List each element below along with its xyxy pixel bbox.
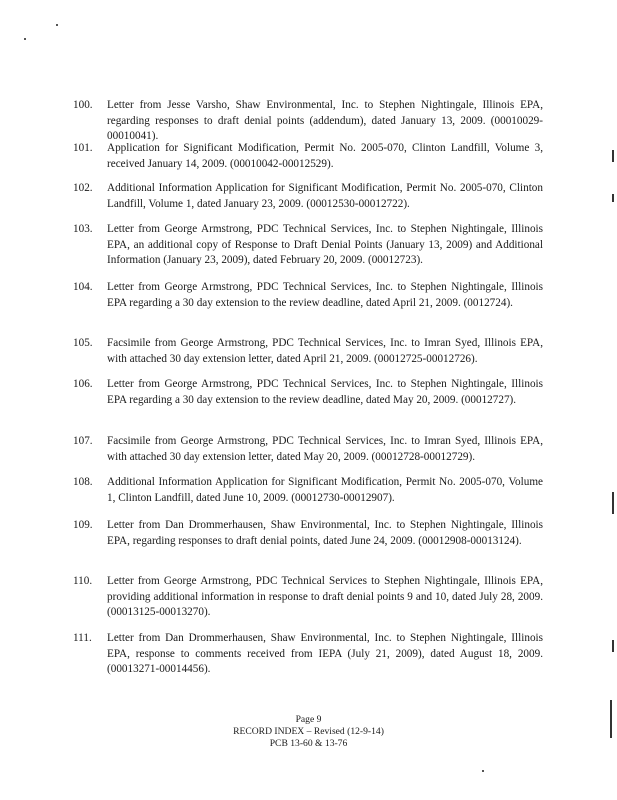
revision-bar: [612, 640, 614, 652]
entry-number: 110.: [73, 575, 93, 587]
entry-number: 106.: [73, 378, 93, 390]
entry-number: 104.: [73, 281, 93, 293]
entry-text: Additional Information Application for Significant Modification, Permit No. 2005-070, Volume 1, Clinton Landfill, dated June 10, 2009. (00012730-00012907).: [107, 476, 543, 504]
entry-number: 111.: [73, 632, 92, 644]
entry-number: 105.: [73, 337, 93, 349]
revision-bar: [610, 700, 612, 738]
entry-text: Letter from George Armstrong, PDC Technical Services to Stephen Nightingale, Illinois EPA, providing additional information in response to draft denial points 9 and 10, dated July 28, 2009. (00013125-00013270).: [107, 575, 543, 619]
entry-text: Additional Information Application for Significant Modification, Permit No. 2005-070, Clinton Landfill, Volume 1, dated January 23, 2009. (00012530-00012722).: [107, 182, 543, 210]
entry-text: Letter from George Armstrong, PDC Technical Services, Inc. to Stephen Nightingale, Illinois EPA, an additional copy of Response to Draft Denial Points (January 13, 2009) and Additional Information (January 23, 2009), dated February 20, 2009. (00012723).: [107, 223, 543, 267]
entry-text: Letter from Dan Drommerhausen, Shaw Environmental, Inc. to Stephen Nightingale, Illinois EPA, regarding responses to draft denial points, dated June 24, 2009. (00012908-00013124).: [107, 519, 543, 547]
entry-number: 103.: [73, 223, 93, 235]
revision-bar: [612, 150, 614, 162]
footer-page-number: Page 9: [295, 714, 322, 725]
scan-speck: [482, 770, 484, 772]
entry-text: Letter from George Armstrong, PDC Technical Services, Inc. to Stephen Nightingale, Illinois EPA regarding a 30 day extension to the review deadline, dated May 20, 2009. (00012727).: [107, 378, 543, 406]
entry-number: 107.: [73, 435, 93, 447]
footer-record-index: RECORD INDEX – Revised (12-9-14): [233, 726, 384, 737]
scan-speck: [56, 24, 58, 26]
entry-text: Letter from George Armstrong, PDC Technical Services, Inc. to Stephen Nightingale, Illinois EPA regarding a 30 day extension to the review deadline, dated April 21, 2009. (0012724).: [107, 281, 543, 309]
entry-text: Letter from Jesse Varsho, Shaw Environmental, Inc. to Stephen Nightingale, Illinois EPA, regarding responses to draft denial points (addendum), dated January 13, 2009. (00010029-00010041).: [107, 99, 543, 143]
entry-number: 100.: [73, 99, 93, 111]
entry-number: 102.: [73, 182, 93, 194]
footer-pcb-number: PCB 13-60 & 13-76: [269, 738, 348, 749]
entry-number: 101.: [73, 142, 93, 154]
entry-text: Facsimile from George Armstrong, PDC Technical Services, Inc. to Imran Syed, Illinois EPA, with attached 30 day extension letter, dated May 20, 2009. (00012728-00012729).: [107, 435, 543, 463]
entry-text: Letter from Dan Drommerhausen, Shaw Environmental, Inc. to Stephen Nightingale, Illinois EPA, response to comments received from IEPA (July 21, 2009), dated August 18, 2009. (00013271-00014456).: [107, 632, 543, 676]
revision-bar: [612, 194, 614, 202]
entry-text: Application for Significant Modification, Permit No. 2005-070, Clinton Landfill, Volume 3, received January 14, 2009. (00010042-00012529).: [107, 142, 543, 170]
entry-number: 109.: [73, 519, 93, 531]
entry-text: Facsimile from George Armstrong, PDC Technical Services, Inc. to Imran Syed, Illinois EPA, with attached 30 day extension letter, dated April 21, 2009. (00012725-00012726).: [107, 337, 543, 365]
scan-speck: [24, 38, 26, 40]
entry-number: 108.: [73, 476, 93, 488]
revision-bar: [612, 492, 614, 514]
